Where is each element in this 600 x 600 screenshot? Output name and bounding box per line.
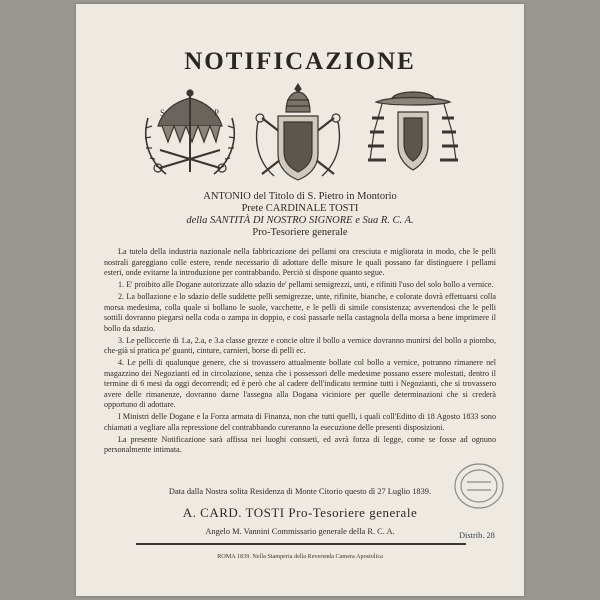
signature-cardinal: A. CARD. TOSTI Pro-Tesoriere generale — [182, 505, 418, 520]
paragraph-article-1: 1. E' proibito alle Dogane autorizzate allo sdazio de' pellami semigrezzi, unti, e rifiniti l'uso del solo bollo a vernice. — [118, 280, 494, 289]
issuer-line-1: ANTONIO del Titolo di S. Pietro in Montorio — [203, 191, 397, 202]
paragraph-article-3: 3. Le pelliccerie di 1.a, 2.a, e 3.a classe grezze e concie oltre il bollo a vernice dovranno munirsi del bollo a piombo, che-già si pratica pe' guanti, cinture, carnieri, borse di pelli ec. — [104, 335, 496, 355]
issuer-line-2: Prete CARDINALE TOSTI — [241, 203, 359, 214]
edict-sheet — [76, 4, 524, 596]
papal-tiara-shield-icon — [252, 82, 344, 186]
paragraph-article-4: 4. Le pelli di qualunque genere, che si trovassero attualmente bollate col bollo a vernice, potranno rimanere nel magazzino dei Negozianti ed in circolazione, senza che i possessori delle medesime possano essere molestati, dentro il termine di 6 mesi da oggi decorrendi; ed è però che al cadere dell'indicato termine tutti i Negozianti, che si trovassero avere delle rimanenze, dovranno darne l'assegna alla Dogana viciniore per quelle determinazioni che si crederà opportuno di adottare. — [104, 358, 496, 409]
printer-imprint: ROMA 1839. Nella Stamperia della Reverenda Camera Apostolica — [217, 553, 383, 560]
date-line: Data dalla Nostra solita Residenza di Monte Citorio questo dì 27 Luglio 1839. — [168, 487, 432, 496]
paragraph-enforcement: I Ministri delle Dogane e la Forza armata di Finanza, non che tutti quelli, i quali coll'Editto di 18 Agosto 1833 sono chiamati a vegliare alla repressione del contrabbando cureranno la esecuzione delle presenti disposizioni. — [104, 412, 496, 432]
handwritten-number: Distrib. 28 — [459, 531, 495, 540]
document-title: NOTIFICAZIONE — [184, 48, 416, 75]
edict-body — [104, 247, 496, 457]
svg-text:S: S — [160, 108, 166, 118]
paragraph-article-2: 2. La bollazione e lo sdazio delle suddette pelli semigrezze, unte, rifinite, bianche, e colorate dovrà effettuarsi colla morsa medesima, colla quale si bollano le suole, vacchette, e le pelli di simile consistenza; avvertendosi che le pelli sottili dovranno piegarsi nella coda o zampa in doppio, e così passarle nella castagnola della morsa a bene imprimere il bollo da sdazio. — [104, 292, 496, 333]
umbrella-keys-crest-icon — [140, 88, 240, 180]
countersignature: Angelo M. Vannini Commissario generale della R. C. A. — [205, 527, 395, 536]
divider — [136, 543, 466, 545]
cardinal-galero-crest-icon — [368, 88, 458, 180]
issuer-line-4: Pro-Tesoriere generale — [252, 227, 348, 238]
paragraph-intro: La tutela della industria nazionale nella fabbricazione dei pellami ora cresciuta e migliorata in modo, che le pelli nostrali gareggiano colle estere, rende necessario di adottare delle misure le quali possano far distinguere i pellami esteri, onde evitarne la introduzione per contrabbando. Perciò si dispone quanto segue. — [104, 247, 496, 277]
svg-text:P: P — [214, 108, 220, 118]
paragraph-publication: La presente Notificazione sarà affissa nei luoghi consueti, ed avrà forza di legge, come se fosse ad ognuno personalmente intimata. — [104, 434, 496, 454]
issuer-line-3: della SANTITÀ DI NOSTRO SIGNORE e Sua R. C. A. — [186, 215, 414, 226]
